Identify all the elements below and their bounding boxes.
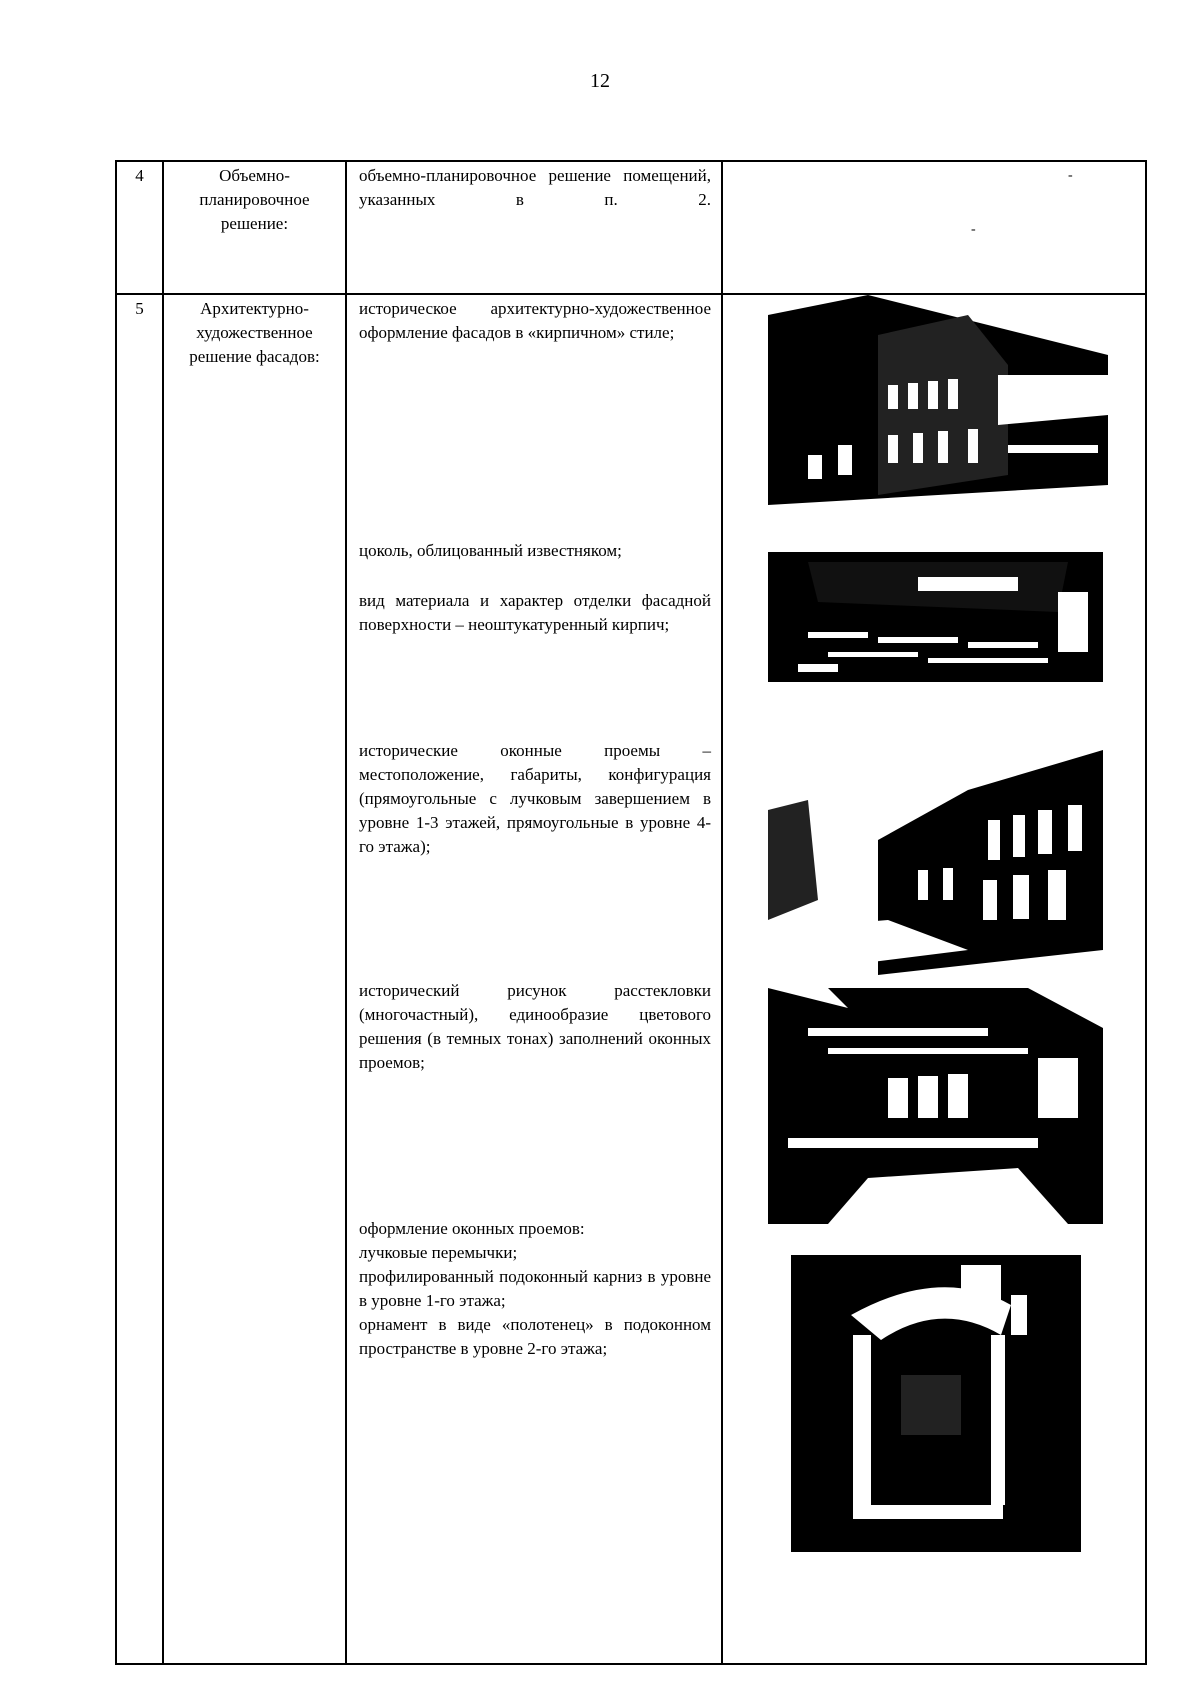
building-facade-photo: [768, 295, 1108, 521]
row-number: 4: [116, 161, 163, 294]
item-text: исторический рисунок расстекловки (многочастный), единообразие цветового решения (в темных тонах) заполнений оконных проемов;: [359, 981, 711, 1072]
item-text: орнамент в виде «полотенец» в подоконном пространстве в уровне 2-го этажа;: [359, 1315, 711, 1358]
table-row: [116, 294, 1146, 1664]
scan-mark: -: [971, 222, 976, 237]
plinth-photo: [768, 552, 1103, 702]
row-number: 5: [116, 294, 163, 1664]
item-text: оформление оконных проемов:: [359, 1219, 585, 1238]
row-title: Объемно-планировочное решение:: [163, 161, 346, 294]
row-title: Архитектурно-художественное решение фасадов:: [163, 294, 346, 1664]
page-number: 12: [590, 70, 610, 92]
glazing-photo: [768, 988, 1103, 1224]
table-row: [116, 161, 1146, 294]
windows-photo: [768, 750, 1103, 975]
scan-mark: -: [1068, 168, 1073, 183]
item-text: историческое архитектурно-художественное оформление фасадов в «кирпичном» стиле;: [359, 299, 711, 342]
row-description: [346, 161, 722, 294]
window-arch-photo: [791, 1255, 1081, 1552]
item-text: лучковые перемычки;: [359, 1243, 518, 1262]
item-text: цоколь, облицованный известняком;: [359, 541, 622, 560]
item-text: вид материала и характер отделки фасадной поверхности – неоштукатуренный кирпич;: [359, 591, 711, 634]
item-text: исторические оконные проемы – местоположение, габариты, конфигурация (прямоугольные с лучковым завершением в уровне 1-3 этажей, прямоугольные в уровне 4-го этажа);: [359, 741, 711, 856]
row-image-cell: [722, 294, 1146, 1664]
row-image-cell: [722, 161, 1146, 294]
description-text: [359, 164, 711, 212]
heritage-table: [115, 160, 1147, 1665]
description-span: объемно-планировочное решение помещений, указанных в п. 2.: [359, 166, 711, 209]
row-description: [346, 294, 722, 1664]
item-text: профилированный подоконный карниз в уровне в уровне 1-го этажа;: [359, 1267, 711, 1310]
